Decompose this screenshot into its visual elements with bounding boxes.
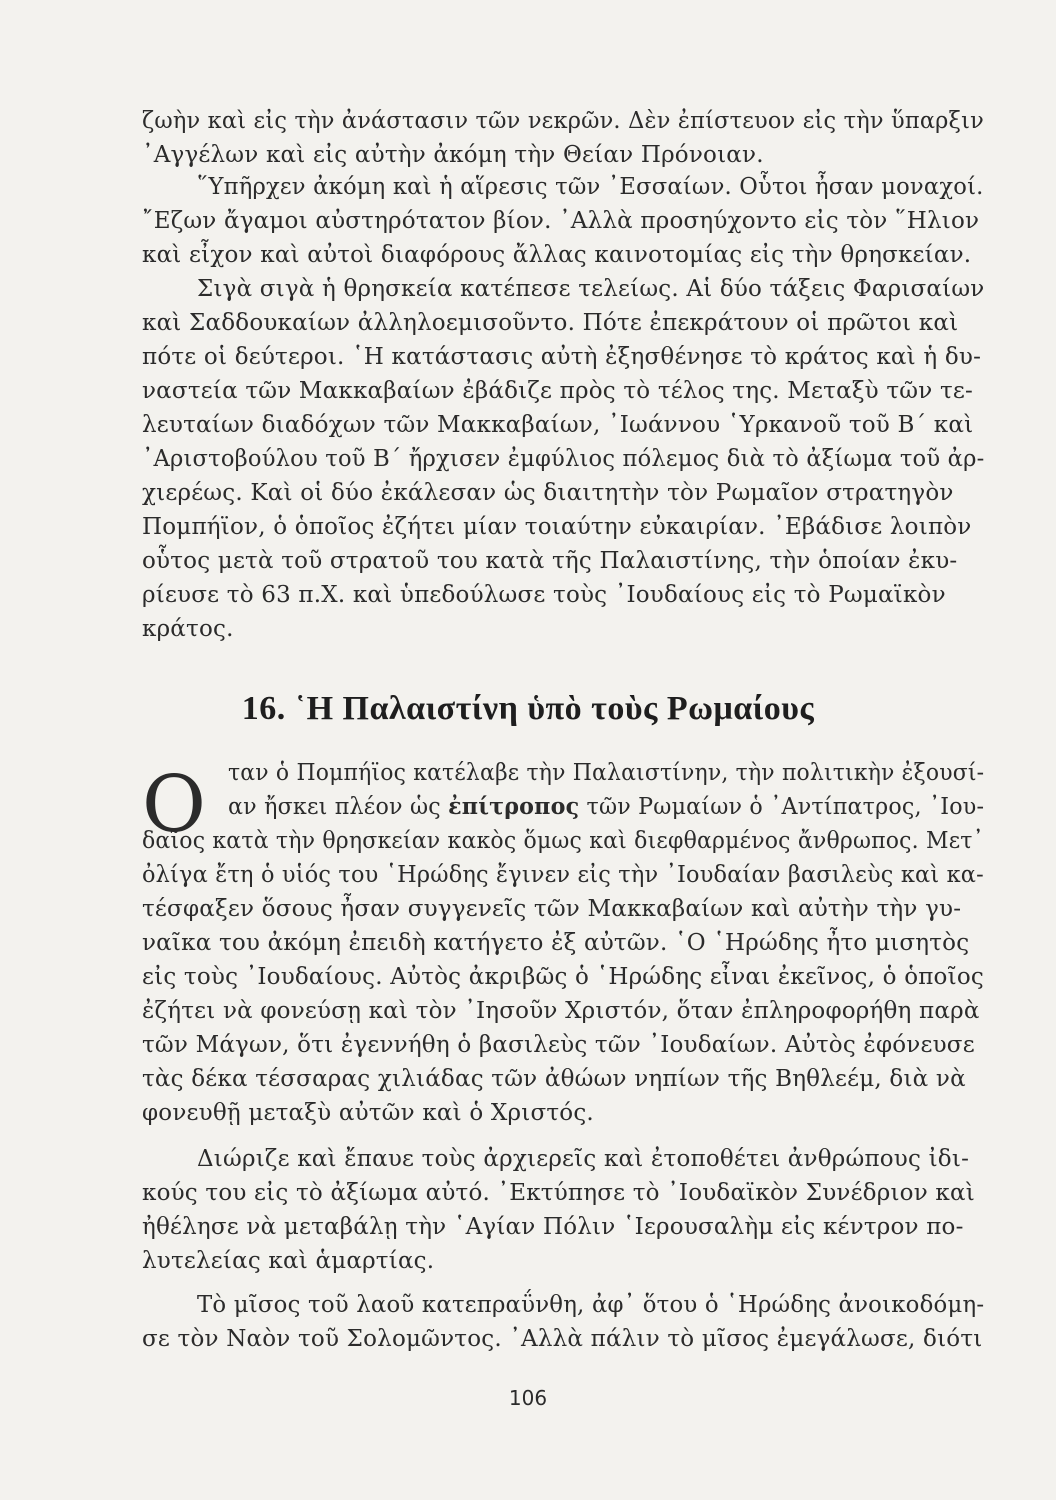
text-line: Διώριζε καὶ ἔπαυε τοὺς ἀρχιερεῖς καὶ ἐτοποθέτει ἀνθρώπους ἰδι- — [197, 1146, 970, 1172]
text-line: τῶν Μάγων, ὅτι ἐγεννήθη ὁ βασιλεὺς τῶν ᾿Ιουδαίων. Αὐτὸς ἐφόνευσε — [142, 1032, 975, 1058]
text-line: Σιγὰ σιγὰ ἡ θρησκεία κατέπεσε τελείως. Αἱ δύο τάξεις Φαρισαίων — [197, 276, 985, 302]
text-line: ἐζήτει νὰ φονεύσῃ καὶ τὸν ᾿Ιησοῦν Χριστόν, ὅταν ἐπληροφορήθη παρὰ — [142, 998, 980, 1024]
text-span: τῶν Ρωμαίων ὁ ᾿Αντίπατρος, ᾿Ιου- — [579, 794, 985, 820]
text-line: καὶ Σαδδουκαίων ἀλληλοεμισοῦντο. Πότε ἐπεκράτουν οἱ πρῶτοι καὶ — [142, 310, 959, 336]
text-line: λευταίων διαδόχων τῶν Μακκαβαίων, ᾿Ιωάννου ῾Υρκανοῦ τοῦ Β΄ καὶ — [142, 412, 974, 438]
text-line: φονευθῇ μεταξὺ αὐτῶν καὶ ὁ Χριστός. — [142, 1100, 594, 1126]
section-heading: 16. ῾Η Παλαιστίνη ὑπὸ τοὺς Ρωμαίους — [241, 690, 815, 727]
text-line: οὗτος μετὰ τοῦ στρατοῦ του κατὰ τῆς Παλαιστίνης, τὴν ὁποίαν ἐκυ- — [142, 548, 958, 574]
text-line: ταν ὁ Πομπήϊος κατέλαβε τὴν Παλαιστίνην, τὴν πολιτικὴν ἐξουσί- — [228, 760, 985, 786]
text-line: ᾿Αριστοβούλου τοῦ Β΄ ἤρχισεν ἐμφύλιος πόλεμος διὰ τὸ ἀξίωμα τοῦ ἀρ- — [142, 446, 985, 472]
text-line: κούς του εἰς τὸ ἀξίωμα αὐτό. ᾿Εκτύπησε τὸ ᾿Ιουδαϊκὸν Συνέδριον καὶ — [142, 1180, 975, 1206]
text-line: πότε οἱ δεύτεροι. ῾Η κατάστασις αὐτὴ ἐξησθένησε τὸ κράτος καὶ ἡ δυ- — [142, 344, 982, 370]
text-line: ἠθέλησε νὰ μεταβάλῃ τὴν ῾Αγίαν Πόλιν ῾Ιερουσαλὴμ εἰς κέντρον πο- — [142, 1214, 964, 1240]
text-span: αν ἤσκει πλέον ὡς — [228, 794, 449, 820]
text-line: ῞Υπῆρχεν ἀκόμη καὶ ἡ αἵρεσις τῶν ᾿Εσσαίων. Οὗτοι ἦσαν μοναχοί. — [197, 174, 984, 200]
text-line: λυτελείας καὶ ἁμαρτίας. — [142, 1248, 435, 1274]
text-line: εἰς τοὺς ᾿Ιουδαίους. Αὐτὸς ἀκριβῶς ὁ ῾Ηρώδης εἶναι ἐκεῖνος, ὁ ὁποῖος — [142, 964, 984, 990]
text-line: τὰς δέκα τέσσαρας χιλιάδας τῶν ἀθώων νηπίων τῆς Βηθλεέμ, διὰ νὰ — [142, 1066, 966, 1092]
text-line: τέσφαξεν ὅσους ἦσαν συγγενεῖς τῶν Μακκαβαίων καὶ αὐτὴν τὴν γυ- — [142, 896, 962, 922]
text-line: ζωὴν καὶ εἰς τὴν ἀνάστασιν τῶν νεκρῶν. Δὲν ἐπίστευον εἰς τὴν ὕπαρξιν — [142, 108, 984, 134]
page-number: 106 — [508, 1386, 548, 1410]
text-line: ρίευσε τὸ 63 π.Χ. καὶ ὑπεδούλωσε τοὺς ᾿Ιουδαίους εἰς τὸ Ρωμαϊκὸν — [142, 582, 946, 608]
text-line: ῎Εζων ἄγαμοι αὐστηρότατον βίον. ᾿Αλλὰ προσηύχοντο εἰς τὸν ῞Ηλιον — [142, 208, 980, 234]
text-line: Τὸ μῖσος τοῦ λαοῦ κατεπραΰνθη, ἀφ᾿ ὅτου ὁ ῾Ηρώδης ἀνοικοδόμη- — [197, 1292, 985, 1318]
text-line — [228, 792, 985, 822]
text-line: καὶ εἶχον καὶ αὐτοὶ διαφόρους ἄλλας καινοτομίας εἰς τὴν θρησκείαν. — [142, 242, 972, 268]
text-line: κράτος. — [142, 616, 234, 642]
text-line: ὀλίγα ἔτη ὁ υἱός του ῾Ηρώδης ἔγινεν εἰς τὴν ᾿Ιουδαίαν βασιλεὺς καὶ κα- — [142, 862, 984, 888]
drop-cap: Ο — [142, 760, 206, 850]
bold-term: ἐπίτροπος — [448, 793, 580, 820]
text-line: σε τὸν Ναὸν τοῦ Σολομῶντος. ᾿Αλλὰ πάλιν τὸ μῖσος ἐμεγάλωσε, διότι — [142, 1326, 983, 1352]
text-line: ᾿Αγγέλων καὶ εἰς αὐτὴν ἀκόμη τὴν Θείαν Πρόνοιαν. — [142, 142, 764, 168]
text-line: Πομπήϊον, ὁ ὁποῖος ἐζήτει μίαν τοιαύτην εὐκαιρίαν. ᾿Εβάδισε λοιπὸν — [142, 514, 972, 540]
text-line: δαῖος κατὰ τὴν θρησκείαν κακὸς ὅμως καὶ διεφθαρμένος ἄνθρωπος. Μετ᾿ — [142, 828, 984, 854]
text-line: ναῖκα του ἀκόμη ἐπειδὴ κατήγετο ἐξ αὐτῶν. ῾Ο ῾Ηρώδης ἦτο μισητὸς — [142, 930, 970, 956]
text-line: ναστεία τῶν Μακκαβαίων ἐβάδιζε πρὸς τὸ τέλος της. Μεταξὺ τῶν τε- — [142, 378, 973, 404]
text-line: χιερέως. Καὶ οἱ δύο ἐκάλεσαν ὡς διαιτητὴν τὸν Ρωμαῖον στρατηγὸν — [142, 480, 954, 506]
